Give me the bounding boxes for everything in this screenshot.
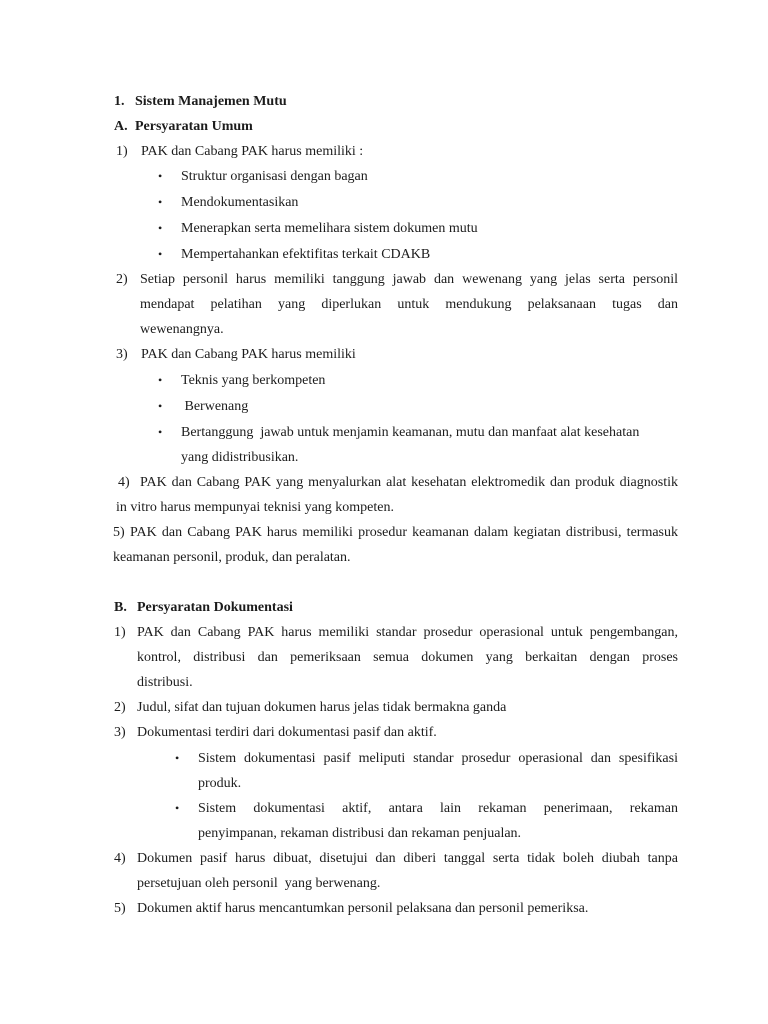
list-item-line: persetujuan oleh personil yang berwenang. bbox=[137, 876, 381, 891]
list-number: 1) bbox=[116, 144, 128, 159]
section-a-item-4 bbox=[116, 470, 678, 520]
section-a-item-5 bbox=[113, 520, 678, 570]
bullet-line: produk. bbox=[198, 776, 242, 791]
section-b-item-1 bbox=[114, 620, 678, 695]
section-b-letter: B. bbox=[114, 600, 127, 615]
bullet-icon: • bbox=[158, 195, 163, 209]
bullet-text: Struktur organisasi dengan bagan bbox=[181, 169, 368, 184]
list-number: 5) bbox=[113, 525, 125, 540]
list-item-line: Setiap personil harus memiliki tanggung jawab dan wewenang yang jelas serta personil bbox=[140, 272, 678, 287]
list-number: 1) bbox=[114, 625, 126, 640]
list-number: 3) bbox=[116, 347, 128, 362]
bullet-icon: • bbox=[158, 425, 163, 439]
bullet-line: Sistem dokumentasi aktif, antara lain rekaman penerimaan, rekaman bbox=[198, 801, 678, 816]
bullet-text: Mendokumentasikan bbox=[181, 195, 299, 210]
list-number: 5) bbox=[114, 901, 126, 916]
bullet-icon: • bbox=[158, 373, 163, 387]
bullet-icon: • bbox=[175, 801, 180, 815]
heading-number: 1. bbox=[114, 94, 125, 109]
section-b-item-4 bbox=[114, 846, 678, 896]
list-item-line: Dokumen pasif harus dibuat, disetujui dan diberi tanggal serta tidak boleh diubah tanpa bbox=[137, 851, 678, 866]
bullet-line: Bertanggung jawab untuk menjamin keamanan, mutu dan manfaat alat kesehatan bbox=[181, 425, 640, 440]
bullet-line: yang didistribusikan. bbox=[181, 450, 299, 465]
bullet-line: penyimpanan, rekaman distribusi dan rekaman penjualan. bbox=[198, 826, 522, 841]
bullet-text: Mempertahankan efektifitas terkait CDAKB bbox=[181, 247, 431, 262]
bullet-item bbox=[175, 796, 678, 846]
list-number: 2) bbox=[114, 700, 126, 715]
section-a-heading bbox=[114, 114, 253, 139]
bullet-text: Teknis yang berkompeten bbox=[181, 373, 326, 388]
bullet-icon: • bbox=[158, 399, 163, 413]
bullet-text: Berwenang bbox=[181, 399, 249, 414]
bullet-item bbox=[158, 420, 678, 470]
list-item-line: PAK dan Cabang PAK yang menyalurkan alat kesehatan elektromedik dan produk diagnostik bbox=[140, 475, 678, 490]
heading-title: Sistem Manajemen Mutu bbox=[135, 94, 287, 109]
list-item-line: in vitro harus mempunyai teknisi yang kompeten. bbox=[116, 500, 395, 515]
list-item-text: Dokumentasi terdiri dari dokumentasi pasif dan aktif. bbox=[137, 725, 437, 740]
bullet-item bbox=[175, 746, 678, 796]
bullet-icon: • bbox=[175, 751, 180, 765]
bullet-icon: • bbox=[158, 169, 163, 183]
bullet-icon: • bbox=[158, 247, 163, 261]
section-a-title: Persyaratan Umum bbox=[135, 119, 253, 134]
list-item-line: keamanan personil, produk, dan peralatan. bbox=[113, 550, 351, 565]
list-number: 2) bbox=[116, 272, 128, 287]
bullet-text: Menerapkan serta memelihara sistem dokumen mutu bbox=[181, 221, 478, 236]
list-item-line: mendapat pelatihan yang diperlukan untuk mendukung pelaksanaan tugas dan bbox=[140, 297, 678, 312]
section-a-letter: A. bbox=[114, 119, 128, 134]
list-item-text: Judul, sifat dan tujuan dokumen harus jelas tidak bermakna ganda bbox=[137, 700, 507, 715]
list-item-line: distribusi. bbox=[137, 675, 193, 690]
section-a-item-2 bbox=[116, 267, 678, 342]
list-item-text: PAK dan Cabang PAK harus memiliki : bbox=[141, 144, 364, 159]
list-number: 4) bbox=[118, 475, 130, 490]
list-item-line: wewenangnya. bbox=[140, 322, 224, 337]
bullet-line: Sistem dokumentasi pasif meliputi standar prosedur operasional dan spesifikasi bbox=[198, 751, 678, 766]
heading-1 bbox=[114, 89, 287, 114]
list-number: 3) bbox=[114, 725, 126, 740]
list-item-text: PAK dan Cabang PAK harus memiliki bbox=[141, 347, 356, 362]
list-item-line: kontrol, distribusi dan pemeriksaan semua dokumen yang berkaitan dengan proses bbox=[137, 650, 678, 665]
list-item-text: Dokumen aktif harus mencantumkan personil pelaksana dan personil pemeriksa. bbox=[137, 901, 589, 916]
list-item-line: PAK dan Cabang PAK harus memiliki standar prosedur operasional untuk pengembangan, bbox=[137, 625, 678, 640]
list-number: 4) bbox=[114, 851, 126, 866]
section-b-heading bbox=[114, 595, 293, 620]
section-b-title: Persyaratan Dokumentasi bbox=[137, 600, 293, 615]
list-item-line: PAK dan Cabang PAK harus memiliki prosedur keamanan dalam kegiatan distribusi, termasuk bbox=[130, 525, 678, 540]
bullet-icon: • bbox=[158, 221, 163, 235]
